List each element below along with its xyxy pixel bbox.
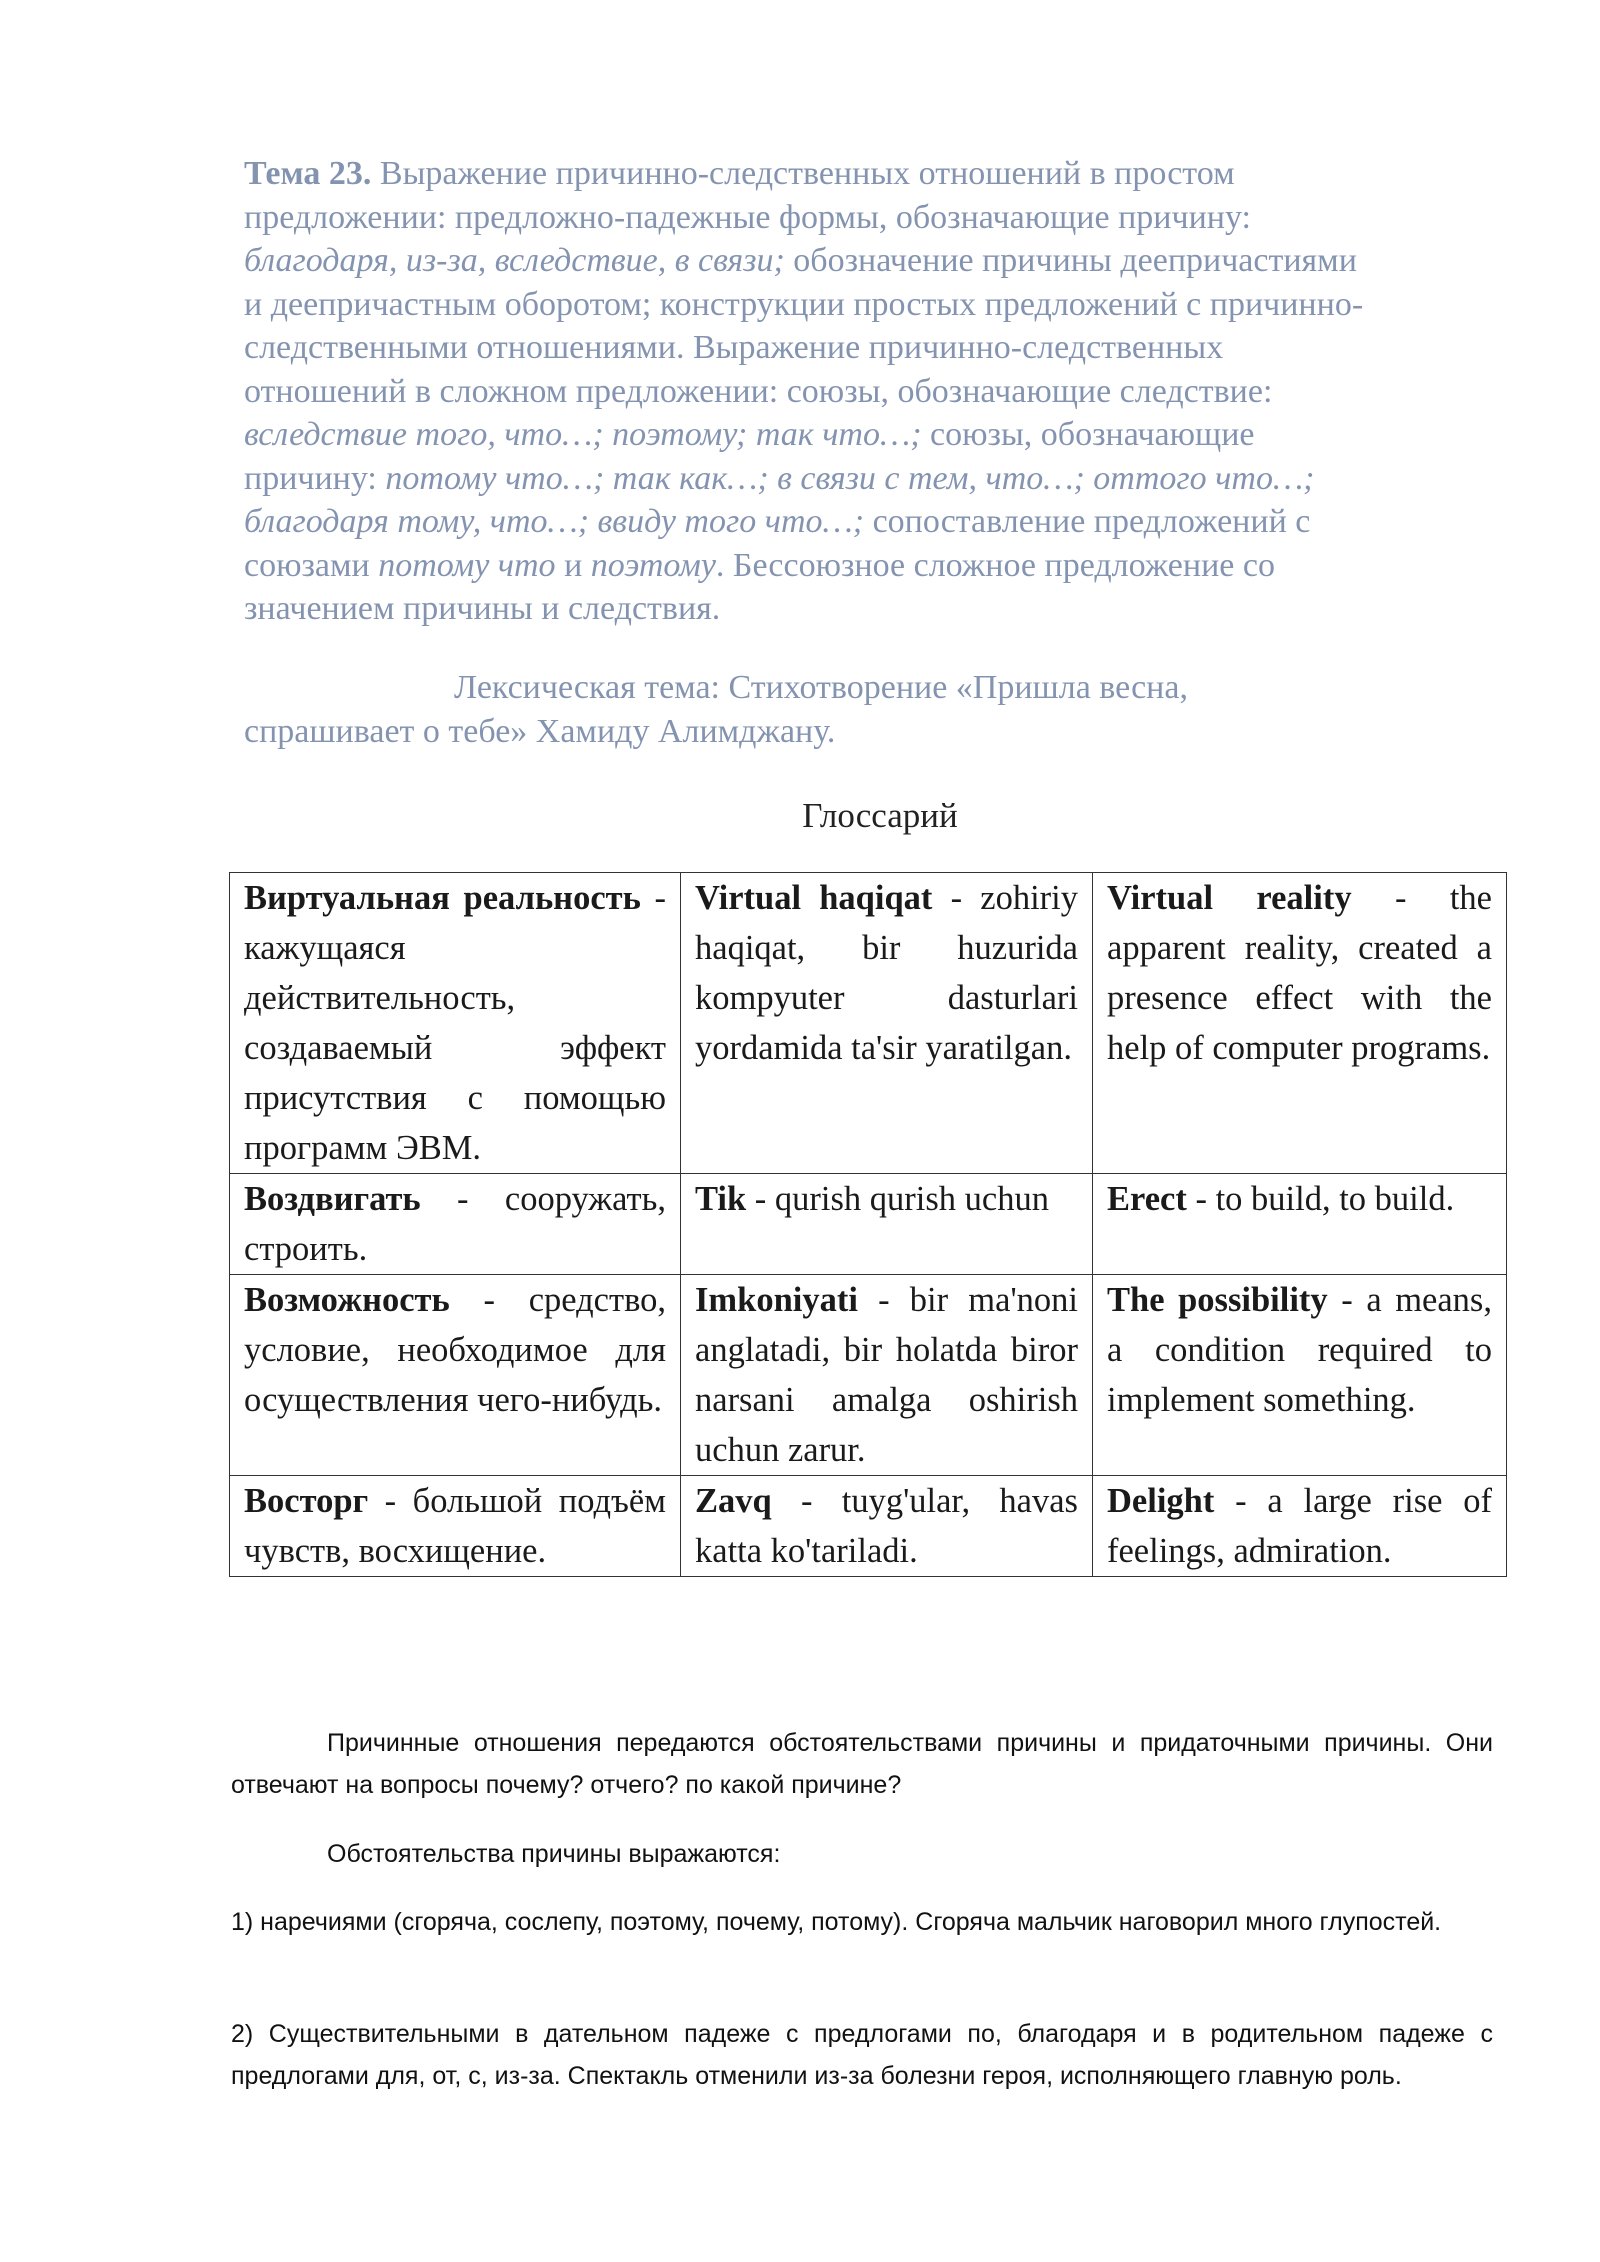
term: Imkoniyati bbox=[695, 1281, 858, 1319]
glossary-cell-en bbox=[1093, 1275, 1507, 1476]
term: Erect bbox=[1107, 1180, 1187, 1218]
definition: - tuyg'ular, havas katta ko'tariladi. bbox=[695, 1482, 1078, 1570]
definition: - большой подъём чувств, восхищение. bbox=[244, 1482, 666, 1570]
glossary-cell-en bbox=[1093, 1174, 1507, 1275]
glossary-cell-uz bbox=[681, 873, 1093, 1174]
glossary-cell-ru bbox=[230, 1174, 681, 1275]
term: Zavq bbox=[695, 1482, 772, 1520]
term: Восторг bbox=[244, 1482, 369, 1520]
table-row bbox=[230, 873, 1507, 1174]
term: Virtual reality bbox=[1107, 879, 1352, 917]
topic-text: Выражение причинно-следственных отношений в простом предложении: предложно-падежные формы, обозначающие причину: bbox=[244, 155, 1251, 236]
glossary-cell-ru bbox=[230, 873, 681, 1174]
body-paragraph: Обстоятельства причины выражаются: bbox=[327, 1840, 781, 1868]
term: Virtual haqiqat bbox=[695, 879, 933, 917]
topic-italic-text: потому что…; так как…; в связи с тем, что…; оттого что…; благодаря тому, что…; ввиду того что…; bbox=[244, 459, 1315, 540]
topic-label: Тема 23. bbox=[244, 155, 372, 192]
topic-italic-text: благодаря, из-за, вследствие, в связи; bbox=[244, 242, 785, 279]
definition: - zohiriy haqiqat, bir huzurida kompyuter dasturlari yordamida ta'sir yaratilgan. bbox=[695, 879, 1078, 1067]
glossary-cell-en bbox=[1093, 873, 1507, 1174]
topic-text: . Бессоюзное сложное предложение со значением причины и следствия. bbox=[244, 546, 1275, 627]
term: Delight bbox=[1107, 1482, 1215, 1520]
definition: - a large rise of feelings, admiration. bbox=[1107, 1482, 1492, 1570]
topic-italic-text: потому что bbox=[378, 546, 556, 584]
topic-text: обозначение причины деепричастиями и деепричастным оборотом; конструкции простых предложений с причинно-следственными отношениями. Выражение причинно-следственных отношений в сложном предложении: союзы, обозначающие следствие: bbox=[244, 242, 1364, 410]
glossary-title: Глоссарий bbox=[802, 796, 958, 835]
glossary-cell-ru bbox=[230, 1476, 681, 1577]
table-row bbox=[230, 1275, 1507, 1476]
glossary-cell-ru bbox=[230, 1275, 681, 1476]
topic-text: сопоставление предложений с союзами bbox=[244, 503, 1311, 584]
definition: - a means, a condition required to implement something. bbox=[1107, 1281, 1492, 1419]
glossary-table bbox=[229, 872, 1507, 1577]
glossary-cell-uz bbox=[681, 1476, 1093, 1577]
table-row bbox=[230, 1174, 1507, 1275]
table-row bbox=[230, 1476, 1507, 1577]
definition: - to build, to build. bbox=[1186, 1180, 1455, 1218]
lexical-topic-line: спрашивает о тебе» Хамиду Алимджану. bbox=[244, 712, 836, 750]
topic-italic-text: поэтому bbox=[590, 546, 716, 584]
definition: - the apparent reality, created a presence effect with the help of computer programs. bbox=[1107, 879, 1492, 1067]
term: Tik bbox=[695, 1180, 747, 1218]
term: The possibility bbox=[1107, 1281, 1328, 1319]
glossary-cell-uz bbox=[681, 1174, 1093, 1275]
term: Возможность bbox=[244, 1281, 450, 1319]
topic-text: и bbox=[555, 546, 591, 584]
glossary-cell-uz bbox=[681, 1275, 1093, 1476]
lexical-topic bbox=[244, 666, 1364, 753]
definition: - qurish qurish uchun bbox=[746, 1180, 1049, 1218]
lexical-topic-line: Лексическая тема: Стихотворение «Пришла весна, bbox=[454, 669, 1188, 706]
definition: - средство, условие, необходимое для осуществления чего-нибудь. bbox=[244, 1281, 666, 1419]
topic-paragraph bbox=[244, 152, 1364, 631]
body-paragraph: Причинные отношения передаются обстоятельствами причины и придаточными причины. Они отвечают на вопросы почему? отчего? по какой причине? bbox=[231, 1729, 1493, 1799]
topic-italic-text: вследствие того, что…; поэтому; так что…; bbox=[244, 416, 922, 453]
term: Виртуальная реальность bbox=[244, 879, 641, 917]
definition: - сооружать, строить. bbox=[244, 1180, 666, 1268]
body-paragraph: 2) Существительными в дательном падеже с предлогами по, благодаря и в родительном падеже с предлогами для, от, с, из-за. Спектакль отменили из-за болезни героя, исполняющего главную роль. bbox=[231, 2020, 1493, 2090]
glossary-cell-en bbox=[1093, 1476, 1507, 1577]
definition: - bir ma'noni anglatadi, bir holatda biror narsani amalga oshirish uchun zarur. bbox=[695, 1281, 1078, 1469]
body-paragraph: 1) наречиями (сгоряча, сослепу, поэтому, почему, потому). Сгоряча мальчик наговорил много глупостей. bbox=[231, 1908, 1442, 1936]
definition: - кажущаяся действительность, создаваемый эффект присутствия с помощью программ ЭВМ. bbox=[244, 879, 666, 1167]
term: Воздвигать bbox=[244, 1180, 421, 1218]
topic-text: союзы, обозначающие причину: bbox=[244, 416, 1255, 497]
